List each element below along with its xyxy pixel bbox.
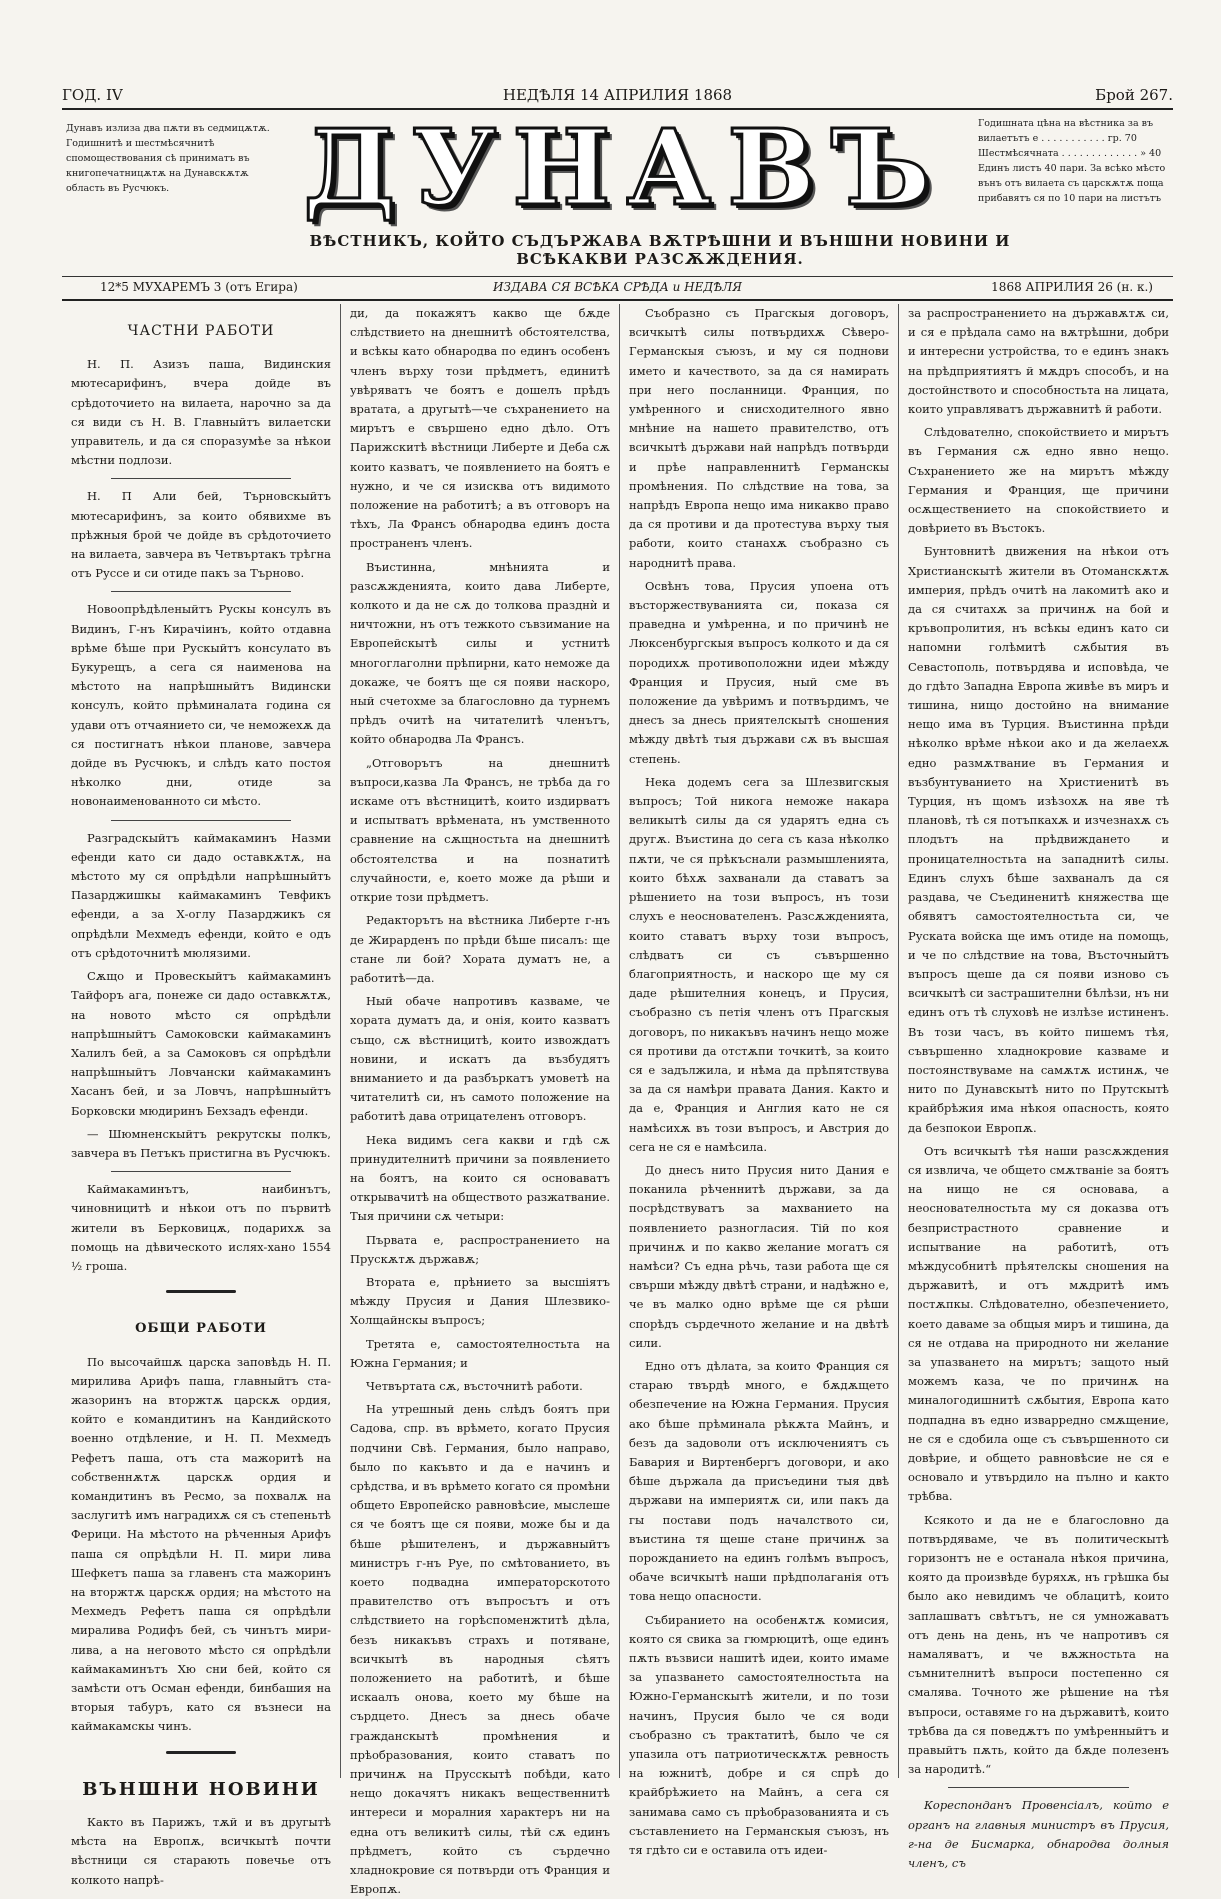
paragraph: Ксякото и да не е благословно да потвърдяваме, че въ политическытѣ горизонтъ не е останала нѣкоя причина, която да произвѣде буряхѫ, нъ грѣшка бы было ако невидимъ че облацитѣ, които заплашватъ свѣтътъ, не ся умножаватъ отъ день на день, нъ че напротивъ ся намаляватъ, и че вѫжностьта на съмнителнитѣ въпроси постепенно ся смалява. Точното же рѣшение на тѣя въпроси, оставяме го на държавитѣ, които трѣбва да ся поведѫтъ по умѣренныйтъ и правыйтъ пѫть, който да бѫде полезенъ за народитѣ.“ [908, 1512, 1169, 1777]
paragraph: Кореспонданъ Провенсіалъ, който е органъ на главныя министръ въ Прусия, г-на де Бисмарка, обнародва долныя членъ, съ [908, 1798, 1169, 1871]
paragraph: Редакторътъ на вѣстника Либерте г-нъ де Жирарденъ по прѣди бѣше писалъ: ще стане ли бой? Хората думатъ не, а работитѣ—да. [350, 913, 610, 985]
column-4 [899, 304, 1178, 1871]
price-half-year: Шестмѣсячната . . . . . . . . . . . . . » 40 [978, 148, 1162, 159]
paragraph: Третята е, самостоятелностьта на Южна Германия; и [350, 1336, 610, 1370]
paragraph: Освѣнъ това, Прусия упоена отъ въсторжествуванията си, показа ся праведна и умѣренна, и по причинѣ не Люксенбургскыя въпросъ колкото и да ся породихѫ противоположни идеи мѣжду Франция и Прусия, ный сме въ положение да увѣримъ и потвърдимъ, че днесъ за днесь приятелскытѣ сношения мѣжду двѣтѣ тыя държави сѫ въ высшая степень. [629, 578, 889, 766]
divider [111, 1171, 291, 1172]
issue-number: Брой 267. [1095, 86, 1173, 104]
publish-schedule: ИЗДАВА СЯ ВСѢКА СРѢДА и НЕДѢЛЯ [493, 280, 742, 294]
paragraph: Съобразно съ Прагскыя договоръ, всичкытѣ силы потвърдихѫ Сѣверо-Германскыя съюзъ, и му ся поднови името и качеството, за да ся намирать при него посланници. Франция, по умѣренного и снисходителного явно мнѣние на нашето правителство, отъ всичкытѣ държави най напрѣдъ потвърди и прѣе направленнитѣ Германскы промѣнения. По слѣдствие на това, за напрѣдъ Европа нещо има никакво право да ся противи и да протестува върху тыя работи, които станахѫ съобразно съ народнитѣ права. [629, 306, 889, 570]
paragraph: Събиранието на особенѫтѫ комисия, която ся свика за гюмрюцитѣ, още единъ пѫть възвиси нашитѣ идеи, които имаме за упазването самостоятелностьта на Южно-Германскытѣ жители, и по този начинъ, Прусия было че ся води съобразно съ трактатитѣ, было че ся упазила отъ патриотическѫтѫ ревность на южнитѣ, добре и ся спрѣ до крайбрѣжието на Майнъ, а сега ся занимава само съ прѣобразованията и съ съставлението на Германскыя съюзъ, нъ тя гдѣто си е оставила отъ идеи- [629, 1612, 889, 1858]
section-heading-foreign: ВЪНШНИ НОВИНИ [82, 1778, 320, 1800]
ornament-divider [71, 1282, 331, 1301]
paragraph: По высочайшѫ царска заповѣдь Н. П. мирилива Арифъ паша, главныйтъ ста-жазоринъ на вторжтѫ царскѫ ордия, който е командитинъ на Кандийското военно отдѣление, и Н. П. Мехмедъ Рефетъ паша, отъ ста мажоритѣ на собственнѫтѫ царскѫ ордия и командитинъ въ Ресмо, за похвалѫ на заслугитѣ имъ наградихѫ ся съ степеньтѣ Ферици. На мѣстото на рѣченныя Арифъ паша ся опрѣдѣли Н. П. мири лива Шефкетъ паша за главенъ ста мажоринъ на вторжтѫ царскѫ ордия; на мѣстото на Мехмедъ Рефетъ паша ся опрѣдѣли миралива Родифъ бей, съ чинътъ мири-лива, а на неговото мѣсто ся опрѣдѣли каймакаминътъ Хю сни бей, който ся замѣсти отъ Осман ефенди, бинбашия на вторыя табуръ, като ся възнеси на каймакамскы чинъ. [71, 1354, 331, 1734]
paragraph: Както въ Парижъ, тѫй и въ другытѣ мѣста на Европѫ, всичкытѣ почти вѣстници ся старають повечье отъ колкото напрѣ- [71, 1815, 331, 1887]
paragraph: Нека видимъ сега какви и гдѣ сѫ принудителнитѣ причини за появлението на боятъ, на които ся основаватъ открывачитѣ на обществото разжатвание. Тыя причини сѫ четыри: [350, 1132, 610, 1224]
paragraph: Първата е, распространението на Прускѫтѫ държавѫ; [350, 1232, 610, 1266]
divider [948, 1787, 1129, 1788]
price-annual: Годишната цѣна на вѣстника за въ вилаетътъ е . . . . . . . . . . . гр. 70 [978, 118, 1154, 144]
paragraph: Разградскыйтъ каймакаминъ Назми ефенди като си дадо оставкѫтѫ, на мѣстото му ся опрѣдѣли напрѣшныйтъ Пазарджишкы каймакаминъ Тевфикъ ефенди, а за Х-оглу Пазарджикъ ся опрѣдѣли Мехмедъ ефенди, който е одъ отъ срѣдоточнитѣ мюлязими. [71, 830, 331, 960]
masthead-subtitle: ВѢСТНИКЪ, КОЙТО СЪДЪРЖАВА ВѪТРѢШНИ И ВЪНШНИ НОВИНИ И ВСѢКАКВИ РАЗСѪЖДЕНИЯ. [309, 232, 1011, 268]
paragraph: Слѣдователно, спокойствието и мирътъ въ Германия сѫ едно явно нещо. Съхранението же на мирътъ мѣжду Германия и Франция, ще причини осѫществението на спокойствието и довѣрието въ Въстокъ. [908, 425, 1169, 536]
paragraph: Сѫщо и Провескыйтъ каймакаминъ Тайфоръ ага, понеже си дадо оставкѫтѫ, на новото мѣсто ся опрѣдѣли напрѣшныйтъ Самоковски каймакаминъ Халилъ бей, а за Самоковъ ся опрѣдѣли напрѣшныйтъ Ловчански каймакаминъ Хасанъ бей, и за Ловчъ, напрѣшныйтъ Борковски мюдиринъ Бехзадъ ефенди. [71, 969, 331, 1118]
paragraph: До днесъ нито Прусия нито Дания е поканила рѣченнитѣ държави, за да посрѣдствуватъ за махванието на появлението разногласия. Тій по коя причинѫ и по какво желание могатъ ся намѣси? Съ една рѣчь, тази работа ще ся свърши мѣжду двѣтѣ страни, и надѣжно е, че въ малко одно врѣме ще ся рѣши спорѣдъ сърдечното желание и на двѣтѣ сили. [629, 1162, 889, 1350]
paragraph: „Отговорътъ на днешнитѣ въпроси,казва Ла Франсъ, не трѣба да го искаме отъ вѣстницитѣ, които издирватъ и испытватъ врѣмената, нъ умственното сравнение на сѫщностьта на днешнитѣ обстоятелства и на познатитѣ случайности, е, което може да рѣши и открие този прѣдметъ. [350, 755, 610, 905]
divider [111, 478, 291, 479]
publication-note: Дунавъ излиза два пѫти въ седмицѫтѫ. Годишнитѣ и шестмѣсячнитѣ спомоществования сѣ приниматъ въ книгопечатницѫтѫ на Дунавскѫтѫ область въ Русчюкъ. [66, 123, 270, 194]
paragraph: Едно отъ дѣлата, за които Франция ся стараю твърдѣ много, е бѫдѫщето обезпечение на Южна Германия. Прусия ако бѣше прѣминала рѣкѫта Майнъ, и безъ да задоволи отъ исключениятъ съ Бавария и Виртенбергъ договори, и ако бѣше държала да присъедини тыя двѣ държави на империятѫ си, или пакъ да гы постави подъ началството си, въистина тя щеше стане причинѫ за порожданието на единъ голѣмъ въпросъ, обаче всичкытѣ наши прѣдполаганія отъ това нещо опасности. [629, 1358, 889, 1604]
section-heading-general: ОБЩИ РАБОТИ [135, 1321, 267, 1337]
gregorian-date: 1868 АПРИЛИЯ 26 (н. к.) [991, 280, 1153, 294]
divider [111, 591, 291, 592]
price-note: Единъ листъ 40 пари. За всѣко мѣсто вънъ отъ вилаета съ царскѫтѫ поща прибавятъ ся по 10 пари на листътъ [978, 163, 1166, 204]
paragraph: Въистинна, мнѣнията и разсѫжденията, които дава Либерте, колкото и да не сѫ до толкова празднѝ и ничтожни, нъ отъ тежкото съвзимание на Европейскытѣ силы и устнитѣ многоглаголни прѣпирни, като неможе да докаже, че боятъ ще ся появи наскоро, ный счетохме за благословно да турнемъ прѣдъ очитѣ на читателитѣ членътъ, който обнародва Ла Франсъ. [350, 559, 610, 747]
paragraph: Н. П. Азизъ паша, Видинския мютесарифинъ, вчера дойде въ срѣдоточието на вилаета, нарочно за да ся види съ Н. В. Главныйтъ вилаетски управитель, и да ся споразумѣе за нѣкои мѣстни подлози. [71, 357, 331, 468]
paragraph: Ный обаче напротивъ казваме, че хората думатъ да, и онія, които казватъ също, сѫ вѣстницитѣ, които извождатъ новини, и искатъ да възбудятъ вниманието и да разбъркатъ умоветѣ на читателитѣ си, нъ самото положение на работитѣ дава отрицателенъ отговоръ. [350, 994, 610, 1124]
price-box [978, 116, 1182, 206]
top-date: НЕДѢЛЯ 14 АПРИЛИЯ 1868 [502, 86, 733, 104]
ornament-divider [71, 1743, 331, 1762]
section-heading-private: ЧАСТНИ РАБОТИ [127, 323, 275, 339]
paragraph: Новоопрѣдѣленыйтъ Рускы консулъ въ Видинъ, Г-нъ Кирачiинъ, който отдавна врѣме бѣше при Рускыйтъ консулато въ Букурещъ, а сега ся наименова на мѣстото на напрѣшныйтъ Видински консулъ, който прѣминалата година ся удави отъ отчаянието си, че неможехѫ да ся постигнатъ нѣкои планове, завчера дойде въ Русчюкъ, и слѣдъ като постоя нѣколко дни, отиде за новонаименованното си мѣсто. [71, 602, 331, 809]
paragraph: Втората е, прѣнието за высшіятъ мѣжду Прусия и Дания Шлезвико-Холщайнскы въпросъ; [350, 1274, 610, 1328]
paragraph: На утрешный день слѣдъ боятъ при Садова, спр. въ врѣмето, когато Прусия подчини Свѣ. Германия, было направо, было по какъвто и да е начинъ и срѣдства, и въ врѣмето когато ся промѣни общето Европейско равновѣсие, мыслеше ся че боятъ ще ся появи, може бы и да бѣше рѣшителенъ, и държавныйтъ министръ г-нъ Руе, по смѣтованието, въ което подвадна императорскотото правителство отъ въпросътъ и отъ слѣдствието на горѣспоменжтитѣ дѣла, безъ никакъвъ страхъ и потяване, всичкытѣ въ народныя сѣятъ положението на работитѣ, и бѣше искаалъ онова, което му бѣше на сърдцето. Днесъ за днесь обаче гражданскытѣ промѣнения и прѣобразования, които ставатъ по причинѫ на Прусскытѣ побѣди, като нещо докачятъ никакъ вещественнитѣ интереси и моралния характеръ ни на една отъ великитѣ силы, тѣй сѫ единъ прѣдметъ, който съ сърдечно хладнокровие ся потвърди отъ Франция и Европѫ. [350, 1402, 610, 1897]
dateline [62, 276, 1173, 301]
column-1 [62, 304, 341, 1887]
paragraph: Каймакаминътъ, наибинътъ, чиновницитѣ и нѣкои отъ по първитѣ жители въ Берковицѫ, подарихѫ за помощь на дѣвическото ислях-хано 1554 ½ гроша. [71, 1182, 331, 1273]
masthead-title: ДУНАВЪ [303, 106, 947, 229]
paragraph: ди, да покажятъ какво ще бѫде слѣдствието на днешнитѣ обстоятелства, и всѣкы като обнародва по единъ особенъ членъ върху този прѣдметъ, единитѣ увѣряватъ че боятъ е дошелъ прѣдъ вратата, а другытѣ—че съхранението на мирътъ е свършено едно дѣло. Отъ Парижскитѣ вѣстници Либерте и Деба сѫ които казватъ, че появлението на боятъ е нужно, и че ся изисква отъ видимото положение на работитѣ; а въ отговоръ на тѣхъ, Ла Франсъ обнародва единъ доста пространенъ членъ. [350, 306, 610, 551]
divider [111, 820, 291, 821]
hijri-date: 12*5 МУХАРЕМЪ 3 (отъ Егира) [100, 280, 298, 294]
paragraph: Четвъртата сѫ, въсточнитѣ работи. [366, 1378, 583, 1393]
paragraph: Нека додемъ сега за Шлезвигскыя въпросъ; Той никога неможе накара великытѣ силы да ся ударятъ една съ другѫ. Въистина до сега съ каза нѣколко пѫти, че ся прѣкъснали размышленията, които бѣхѫ захванали да ставатъ за рѣшението на този въпросъ, нъ този слухъ е неоснователенъ. Разсѫжденията, които ставатъ върху този въпросъ, слѣдватъ си съ съвършенно благоприятность, и наскоро ще му ся даде рѣшителния конецъ, и Прусия, съобразно съ петія членъ отъ Прагскыя договоръ, по никакъвъ начинъ нещо може ся противи да отстѫпи точкитѣ, за които ся е задължила, и нѣма да прѣпятствува за да ся намѣри правата Дания. Както и да е, Франция и Англия като не ся намѣсихѫ въ този въпросъ, и Австрия до сега не ся е намѣсила. [629, 774, 889, 1154]
paragraph: — Шюмненскыйтъ рекрутскы полкъ, завчера въ Петъкъ пристигна въ Русчюкъ. [71, 1126, 331, 1160]
paragraph: Н. П Али бей, Търновскыйтъ мютесарифинъ, за които обявихме въ прѣжныя брой че дойде въ срѣдоточието на вилаета, завчера въ Четвъртакъ трѣгна отъ Руссе и си отиде пакъ за Търново. [71, 489, 331, 581]
column-3 [620, 304, 899, 1858]
volume-label: ГОД. IV [62, 86, 123, 104]
masthead [300, 106, 950, 230]
column-2 [341, 304, 620, 1897]
article-columns [62, 304, 1178, 1897]
paragraph: Бунтовнитѣ движения на нѣкои отъ Христианскытѣ жители въ Отоманскѫтѫ империя, прѣдъ очитѣ на лакомитѣ ако и да ся считахѫ за причинѫ на бой и кръвопролития, нъ всѣкы единъ като си напомни голѣмитѣ сѫбытия въ Севастополь, потвърдява и исповѣда, че до гдѣто Западна Европа живѣе въ миръ и тишина, нищо достойно на внимание нещо има въ Турция. Въистинна прѣди нѣколко врѣме нѣкои ако и да желаехѫ едно размѫтвание въ Германия и възбунтуванието на Христиенитѣ въ Турция, нъ щомъ изѣзохѫ на яве тѣ плановѣ, тѣ ся потъпкахѫ и изчезнахѫ съ плодътъ на прѣдвиждането и проницателностьта на западнитѣ силы. Единъ слухъ бѣше захваналъ да ся раздава, че Съединенитѣ княжества ще обявятъ самостоятелностьта си, че Руската войска ще имъ отиде на помощь, и че по слѣдствие на това, Въсточныйтъ въпросъ щеше да ся появи изново съ всичкытѣ си застрашителни бѣлѣзи, нъ ни единъ отъ тѣ слуховѣ не излѣзе истиненъ. Въ този часъ, въ който пишемъ тѣя, съвършенно хладнокровие казваме и постоянствуваме на самѫтѫ истинѫ, че нито по Дунавскытѣ нито по Прутскытѣ крайбрѣжия има нѣкоя опасность, която да безпокои Европѫ. [908, 544, 1169, 1135]
paragraph: за распространението на държавѫтѫ си, и ся е прѣдала само на вѫтрѣшни, добри и интересни устройства, то е единъ знакъ на прѣдприятиятъ й мѫдръ способъ, и на достойнството и способностьта на лицата, които управляватъ държавнитѣ й работи. [908, 306, 1169, 417]
paragraph: Отъ всичкытѣ тѣя наши разсѫждения ся извлича, че общето смѫтванiе за боятъ на нищо не ся основава, а неоснователностьта му ся доказва отъ безпристрастното сравнение и испытвание на работитѣ, отъ мѣждусобнитѣ прѣятелскы сношения на държавитѣ, и отъ мѫдритѣ имъ постѫпкы. Слѣдователно, обезпечението, което даваме за общыя миръ и тишина, да ся не отдава на природното ни желание за упазването на мирътъ; защото ный можемъ каза, че по причинѫ на миналогодишнитѣ сѫбытия, Европа като подпадна въ едно изварредно смѫщение, не ся е сдобила още съ съвършенното си довѣрие, и общето равновѣсие не ся е основало и утвърдило на пълно и както трѣбва. [908, 1143, 1169, 1504]
